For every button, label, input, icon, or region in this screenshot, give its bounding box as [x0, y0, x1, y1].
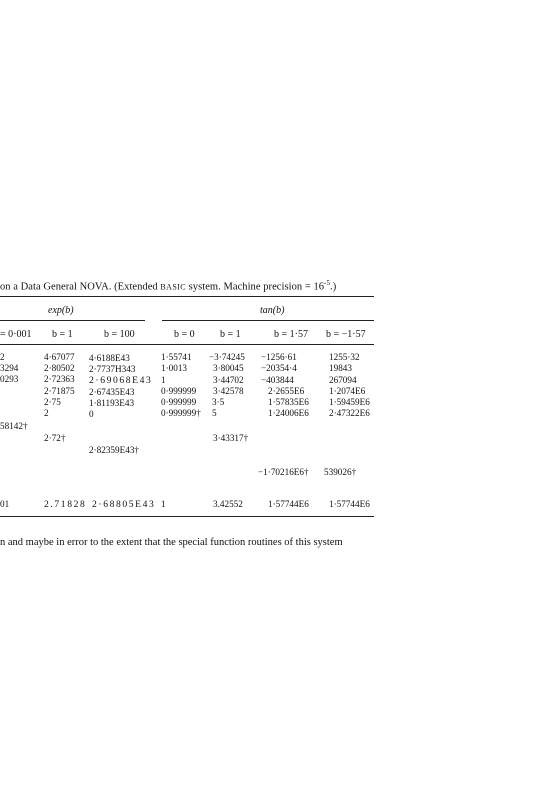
- table-cell: 2·75: [44, 397, 61, 407]
- table-cell: 3·42578: [213, 386, 244, 396]
- table-cell: 3·44702: [213, 375, 244, 385]
- table-cell: 539026†: [324, 467, 357, 477]
- table-cell: 1·24006E6: [268, 408, 309, 418]
- col-header-5: b = 1·57: [274, 329, 308, 340]
- table-cell: 4·6188E43: [89, 353, 130, 363]
- col-header-0: = 0·001: [0, 329, 32, 340]
- table-cell: 1: [161, 375, 166, 385]
- table-cell: 58142†: [0, 421, 28, 431]
- table-cell: 2: [0, 352, 5, 362]
- table-cell: 2·67435E43: [89, 387, 135, 397]
- table-cell: 3294: [0, 363, 19, 373]
- table-cell: −1256·61: [261, 352, 297, 362]
- table-cell: 2·69068E43: [89, 375, 153, 386]
- exact-row-cell: 2·68805E43: [92, 499, 156, 510]
- top-rule: [0, 296, 374, 297]
- table-cell: 2·80502: [44, 363, 75, 373]
- table-cell: 0·999999: [161, 397, 197, 407]
- table-cell: 267094: [329, 375, 357, 385]
- table-cell: −1·70216E6†: [258, 467, 309, 477]
- table-footnote: n and maybe in error to the extent that the special function routines of this system: [0, 537, 343, 548]
- table-cell: 19843: [329, 363, 352, 373]
- table-cell: 1·55741: [161, 352, 192, 362]
- table-cell: 4·67077: [44, 352, 75, 362]
- table-cell: −403844: [261, 375, 294, 385]
- col-header-3: b = 0: [174, 329, 195, 340]
- caption-smallcaps: BASIC: [160, 282, 186, 292]
- caption-part3: .): [330, 281, 337, 293]
- caption-part1: on a Data General NOVA. (Extended: [0, 281, 161, 293]
- col-header-4: b = 1: [220, 329, 241, 340]
- table-cell: 0·999999: [161, 386, 197, 396]
- table-cell: 2·47322E6: [329, 408, 370, 418]
- table-caption: [0, 279, 336, 293]
- table-cell: 1255·32: [329, 352, 360, 362]
- table-cell: 1·81193E43: [89, 398, 135, 408]
- col-header-6: b = −1·57: [326, 329, 366, 340]
- exact-row-cell: 2.71828: [44, 499, 87, 510]
- group-tan-heading: tan(b): [260, 305, 285, 316]
- table-cell: 3·5: [212, 397, 225, 407]
- caption-part2: system. Machine precision = 16: [185, 281, 325, 293]
- table-cell: 5: [212, 408, 217, 418]
- table-cell: 2·7737H343: [89, 364, 136, 374]
- col-header-1: b = 1: [52, 329, 73, 340]
- table-cell: 2·72†: [44, 433, 66, 443]
- table-cell: 0293: [0, 374, 19, 384]
- bottom-rule: [0, 516, 374, 517]
- table-cell: 2·71875: [44, 386, 75, 396]
- table-cell: 0: [89, 409, 94, 419]
- exact-row-cell: 01: [0, 499, 10, 509]
- exact-row-cell: 1·57744E6: [268, 499, 309, 509]
- table-cell: 1·57835E6: [268, 397, 309, 407]
- caption-exponent: -5: [324, 279, 331, 287]
- table-cell: 2·82359E43†: [89, 445, 140, 455]
- table-cell: 2·72363: [44, 374, 75, 384]
- table-cell: 2: [44, 408, 49, 418]
- table-cell: 1·0013: [161, 363, 188, 373]
- table-cell: 3·43317†: [213, 433, 249, 443]
- exact-row-cell: 3.42552: [213, 499, 243, 509]
- exp-group-rule: [0, 320, 145, 321]
- table-cell: 0·999999†: [161, 408, 201, 418]
- table-cell: 3·80045: [213, 363, 244, 373]
- table-cell: 1·2074E6: [329, 386, 366, 396]
- table-cell: −3·74245: [209, 352, 245, 362]
- group-exp-heading: exp(b): [48, 305, 74, 316]
- tan-group-rule: [162, 320, 374, 321]
- exact-row-cell: 1: [161, 499, 166, 509]
- table-cell: 1·59459E6: [329, 397, 370, 407]
- col-header-2: b = 100: [104, 329, 135, 340]
- table-cell: −20354·4: [261, 363, 297, 373]
- exact-row-cell: 1·57744E6: [329, 499, 370, 509]
- header-rule: [0, 344, 374, 345]
- table-cell: 2·2655E6: [268, 386, 305, 396]
